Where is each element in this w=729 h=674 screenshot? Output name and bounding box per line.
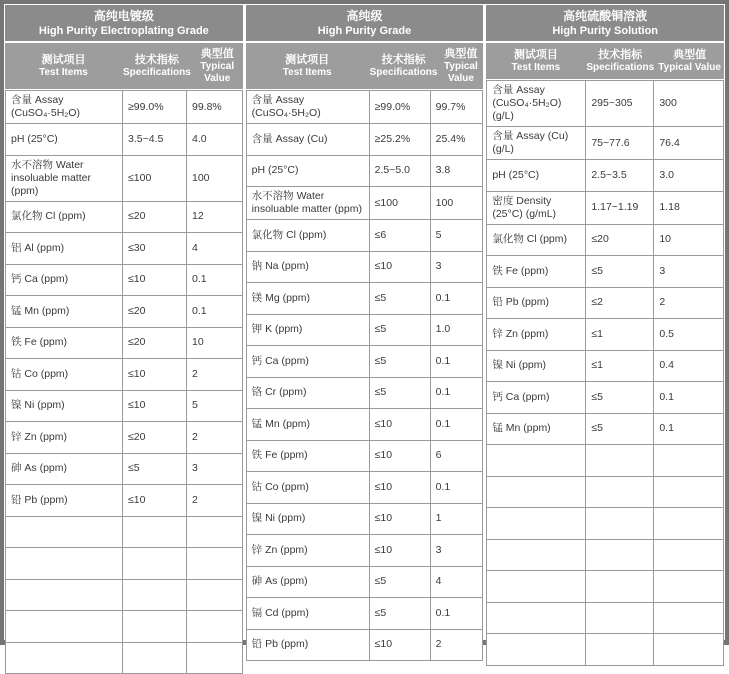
cell-typical-value	[654, 571, 723, 602]
cell-test-items	[487, 445, 586, 476]
column-header-en: Typical Value	[444, 61, 478, 84]
cell-typical-value	[187, 517, 242, 548]
cell-test-items: 氯化物 Cl (ppm)	[487, 225, 586, 256]
cell-specifications	[586, 571, 654, 602]
cell-test-items: 铁 Fe (ppm)	[6, 328, 123, 359]
cell-typical-value: 0.1	[659, 390, 674, 403]
table-row	[487, 540, 723, 572]
cell-typical-value: 2	[659, 296, 666, 309]
cell-specifications: ≤1	[586, 319, 654, 350]
cell-specifications	[586, 540, 654, 571]
table-row	[487, 319, 723, 351]
column-header-test-items	[486, 43, 585, 79]
cell-specifications: ≤10	[123, 265, 187, 296]
column-header-zh: 技术指标	[134, 54, 179, 66]
cell-specifications: ≤20	[123, 202, 187, 233]
column-header-en: Typical Value	[200, 61, 235, 84]
cell-typical-value: 5	[192, 399, 198, 412]
cell-test-items	[6, 643, 123, 674]
rows	[246, 90, 484, 661]
cell-specifications: ≤30	[123, 233, 187, 264]
cell-typical-value: 0.4	[659, 359, 674, 372]
column-header-specifications	[122, 43, 192, 89]
table-row	[487, 160, 723, 192]
cell-typical-value	[654, 603, 723, 634]
cell-typical-value: 3	[435, 543, 442, 556]
cell-specifications	[586, 477, 654, 508]
cell-typical-value: 4	[435, 575, 442, 588]
table-row	[6, 391, 242, 423]
cell-test-items: 铝 Al (ppm)	[6, 233, 123, 264]
cell-test-items	[6, 580, 123, 611]
column-header-zh: 测试项目	[285, 54, 330, 66]
cell-specifications: ≥25.2%	[370, 124, 431, 155]
group-title-en: High Purity Solution	[552, 25, 659, 37]
cell-specifications: ≤10	[370, 630, 431, 661]
column-header-en: Test Items	[511, 62, 561, 73]
cell-test-items: 镍 Ni (ppm)	[487, 351, 586, 382]
cell-specifications: 2.5~5.0	[370, 156, 431, 187]
cell-test-items: 钙 Ca (ppm)	[6, 265, 123, 296]
table-row	[6, 124, 242, 156]
cell-test-items: 氯化物 Cl (ppm)	[6, 202, 123, 233]
cell-specifications: ≤1	[586, 351, 654, 382]
cell-test-items: pH (25°C)	[247, 156, 370, 187]
table-row	[487, 225, 723, 257]
cell-typical-value: 0.5	[659, 327, 674, 340]
cell-typical-value: 12	[192, 210, 204, 223]
cell-specifications: ≤6	[370, 220, 431, 251]
cell-typical-value: 10	[192, 336, 204, 349]
cell-test-items: 镉 Cd (ppm)	[247, 598, 370, 629]
cell-specifications: 2.5~3.5	[586, 160, 654, 191]
cell-specifications: ≤5	[586, 256, 654, 287]
cell-specifications: ≤5	[370, 315, 431, 346]
table-row	[247, 567, 483, 599]
cell-typical-value: 0.1	[435, 291, 451, 304]
table-row	[247, 156, 483, 188]
cell-test-items: 钾 K (ppm)	[247, 315, 370, 346]
group-header	[486, 5, 724, 41]
cell-test-items: 水不溶物 Water insoluable matter (ppm)	[247, 187, 370, 219]
column-header-en: Specifications	[369, 67, 438, 78]
grade-groups	[5, 5, 724, 651]
cell-specifications: ≤10	[123, 359, 187, 390]
column-header-zh: 技术指标	[381, 54, 426, 66]
cell-typical-value: 0.1	[659, 422, 674, 435]
cell-specifications	[123, 643, 187, 674]
table-row	[487, 603, 723, 635]
cell-specifications: ≤5	[370, 378, 431, 409]
cell-test-items: 铬 Cr (ppm)	[247, 378, 370, 409]
cell-test-items: 镍 Ni (ppm)	[247, 504, 370, 535]
cell-specifications: ≤100	[123, 156, 187, 201]
cell-test-items: 铅 Pb (ppm)	[247, 630, 370, 661]
cell-specifications: ≥99.0%	[370, 91, 431, 123]
table-row	[247, 504, 483, 536]
cell-typical-value: 300	[659, 97, 677, 109]
cell-test-items: 锰 Mn (ppm)	[6, 296, 123, 327]
column-header-zh: 典型值	[673, 49, 707, 61]
cell-typical-value: 10	[659, 233, 672, 246]
column-header-test-items	[5, 43, 122, 89]
table-row	[487, 382, 723, 414]
cell-typical-value: 3	[659, 264, 666, 277]
cell-typical-value: 2	[192, 367, 198, 380]
column-header-typical-value	[438, 43, 483, 89]
table-row	[6, 517, 242, 549]
cell-specifications: 75~77.6	[586, 127, 654, 159]
table-row	[247, 91, 483, 124]
cell-specifications: ≤20	[123, 296, 187, 327]
cell-test-items: 镁 Mg (ppm)	[247, 283, 370, 314]
column-header-typical-value	[192, 43, 243, 89]
cell-specifications: ≤20	[586, 225, 654, 256]
column-header-zh: 典型值	[200, 48, 234, 60]
cell-test-items: 砷 As (ppm)	[6, 454, 123, 485]
cell-specifications: ≤10	[123, 391, 187, 422]
cell-typical-value	[654, 477, 723, 508]
cell-specifications: ≤10	[123, 485, 187, 516]
cell-specifications: ≥99.0%	[123, 91, 187, 123]
cell-specifications: 1.17~1.19	[586, 192, 654, 224]
table-row	[487, 508, 723, 540]
cell-test-items: 含量 Assay (CuSO₄·5H₂O)	[247, 91, 370, 123]
column-header-typical-value	[655, 43, 724, 79]
column-header-en: Test Items	[282, 67, 332, 78]
cell-test-items	[6, 548, 123, 579]
table-row	[247, 535, 483, 567]
cell-typical-value	[187, 643, 242, 674]
cell-typical-value: 2	[192, 493, 198, 506]
cell-specifications	[123, 580, 187, 611]
cell-specifications: ≤10	[370, 252, 431, 283]
column-headers	[486, 43, 724, 79]
table-row	[487, 571, 723, 603]
cell-specifications	[586, 508, 654, 539]
grade-group	[486, 5, 724, 639]
cell-specifications: ≤5	[123, 454, 187, 485]
cell-typical-value: 3	[192, 462, 198, 475]
cell-test-items: 锌 Zn (ppm)	[6, 422, 123, 453]
cell-test-items: 砷 As (ppm)	[247, 567, 370, 598]
cell-test-items: 铅 Pb (ppm)	[6, 485, 123, 516]
cell-test-items: 锌 Zn (ppm)	[247, 535, 370, 566]
table-row	[6, 156, 242, 202]
cell-typical-value: 4	[192, 241, 198, 254]
column-header-zh: 典型值	[444, 48, 478, 60]
group-title-zh: 高纯电镀级	[93, 9, 154, 23]
table-row	[247, 315, 483, 347]
table-row	[487, 477, 723, 509]
table-row	[247, 598, 483, 630]
rows	[486, 80, 724, 666]
group-title-en: High Purity Grade	[317, 25, 412, 37]
table-row	[6, 233, 242, 265]
table-row	[6, 548, 242, 580]
table-row	[6, 580, 242, 612]
cell-typical-value: 100	[435, 196, 454, 209]
cell-typical-value	[187, 548, 242, 579]
cell-typical-value: 99.7%	[435, 100, 466, 113]
group-header	[246, 5, 484, 41]
table-row	[487, 445, 723, 477]
cell-test-items: 锰 Mn (ppm)	[247, 409, 370, 440]
cell-typical-value: 0.1	[435, 354, 451, 367]
table-row	[6, 422, 242, 454]
table-row	[247, 441, 483, 473]
cell-typical-value: 3.8	[435, 164, 451, 177]
cell-typical-value: 1	[435, 512, 442, 525]
column-header-en: Specifications	[123, 67, 191, 78]
table-row	[487, 414, 723, 446]
cell-specifications: ≤10	[370, 535, 431, 566]
cell-test-items: 密度 Density (25°C) (g/mL)	[487, 192, 586, 224]
cell-typical-value: 1.18	[659, 201, 680, 213]
cell-test-items	[487, 540, 586, 571]
group-title-zh: 高纯级	[346, 9, 383, 23]
cell-test-items	[6, 517, 123, 548]
table-row	[6, 611, 242, 643]
cell-test-items: 含量 Assay (CuSO₄·5H₂O)	[6, 91, 123, 123]
table-row	[6, 202, 242, 234]
cell-typical-value: 5	[435, 228, 442, 241]
cell-typical-value: 0.1	[435, 386, 451, 399]
cell-typical-value: 100	[192, 171, 210, 184]
table-row	[247, 187, 483, 220]
table-row	[247, 252, 483, 284]
table-row	[487, 81, 723, 127]
table-row	[6, 265, 242, 297]
column-header-en: Typical Value	[658, 62, 721, 73]
column-headers	[246, 43, 484, 89]
cell-typical-value: 0.1	[192, 273, 207, 286]
cell-specifications	[123, 517, 187, 548]
table-row	[247, 630, 483, 661]
table-row	[6, 91, 242, 124]
cell-specifications: ≤10	[370, 504, 431, 535]
cell-specifications: ≤20	[123, 422, 187, 453]
cell-test-items	[487, 477, 586, 508]
cell-test-items: 钠 Na (ppm)	[247, 252, 370, 283]
cell-test-items	[487, 508, 586, 539]
cell-specifications: ≤5	[370, 567, 431, 598]
table-row	[487, 288, 723, 320]
column-header-en: Specifications	[586, 62, 655, 73]
table-row	[6, 643, 242, 674]
table-row	[247, 346, 483, 378]
table-row	[247, 220, 483, 252]
cell-test-items: pH (25°C)	[6, 124, 123, 155]
cell-specifications: ≤5	[586, 382, 654, 413]
cell-specifications	[586, 634, 654, 665]
column-header-specifications	[369, 43, 439, 89]
cell-specifications: ≤5	[586, 414, 654, 445]
cell-typical-value: 76.4	[659, 136, 680, 149]
column-header-en: Test Items	[39, 67, 88, 78]
table-row	[247, 409, 483, 441]
cell-specifications	[123, 548, 187, 579]
cell-typical-value: 0.1	[192, 304, 207, 317]
cell-typical-value: 1.0	[435, 323, 451, 336]
cell-typical-value: 0.1	[435, 480, 451, 493]
cell-typical-value: 2	[192, 430, 198, 443]
cell-specifications: ≤5	[370, 346, 431, 377]
cell-typical-value: 25.4%	[435, 132, 466, 145]
cell-specifications	[586, 445, 654, 476]
column-header-specifications	[585, 43, 655, 79]
cell-specifications: ≤10	[370, 472, 431, 503]
grade-group	[5, 5, 243, 639]
cell-specifications: ≤2	[586, 288, 654, 319]
cell-typical-value: 99.8%	[192, 100, 222, 113]
cell-typical-value	[654, 508, 723, 539]
cell-test-items: 镍 Ni (ppm)	[6, 391, 123, 422]
cell-typical-value	[187, 580, 242, 611]
cell-specifications: ≤10	[370, 409, 431, 440]
cell-specifications	[123, 611, 187, 642]
cell-test-items: 铁 Fe (ppm)	[247, 441, 370, 472]
cell-typical-value	[654, 540, 723, 571]
cell-typical-value: 3.0	[659, 168, 674, 181]
cell-specifications: 295~305	[586, 81, 654, 126]
table-row	[6, 296, 242, 328]
cell-specifications: ≤10	[370, 441, 431, 472]
cell-test-items: 锌 Zn (ppm)	[487, 319, 586, 350]
group-title-zh: 高纯硫酸铜溶液	[563, 9, 648, 23]
cell-typical-value: 6	[435, 449, 442, 462]
table-row	[487, 192, 723, 225]
cell-test-items: pH (25°C)	[487, 160, 586, 191]
cell-test-items: 钙 Ca (ppm)	[247, 346, 370, 377]
table-row	[247, 472, 483, 504]
cell-test-items: 含量 Assay (Cu) (g/L)	[487, 127, 586, 159]
table-row	[247, 378, 483, 410]
column-header-zh: 测试项目	[41, 54, 86, 66]
table-row	[247, 124, 483, 156]
cell-specifications: ≤5	[370, 598, 431, 629]
table-row	[6, 359, 242, 391]
cell-test-items	[487, 571, 586, 602]
cell-specifications: ≤5	[370, 283, 431, 314]
cell-typical-value	[654, 445, 723, 476]
cell-typical-value: 0.1	[435, 606, 451, 619]
cell-typical-value: 2	[435, 638, 442, 651]
table-row	[487, 127, 723, 160]
cell-specifications	[586, 603, 654, 634]
cell-test-items: 含量 Assay (CuSO₄·5H₂O) (g/L)	[487, 81, 586, 126]
cell-test-items: 氯化物 Cl (ppm)	[247, 220, 370, 251]
table-row	[487, 256, 723, 288]
cell-typical-value: 3	[435, 260, 442, 273]
table-row	[6, 328, 242, 360]
column-header-zh: 测试项目	[513, 49, 558, 61]
group-title-en: High Purity Electroplating Grade	[38, 25, 209, 37]
grade-group	[246, 5, 484, 651]
cell-test-items	[487, 634, 586, 665]
cell-test-items	[6, 611, 123, 642]
group-header	[5, 5, 243, 41]
cell-test-items	[487, 603, 586, 634]
cell-test-items: 钴 Co (ppm)	[6, 359, 123, 390]
cell-typical-value: 4.0	[192, 132, 207, 145]
cell-test-items: 钙 Ca (ppm)	[487, 382, 586, 413]
table-row	[487, 634, 723, 665]
table-row	[6, 485, 242, 517]
cell-test-items: 铅 Pb (ppm)	[487, 288, 586, 319]
cell-specifications: ≤20	[123, 328, 187, 359]
cell-typical-value	[654, 634, 723, 665]
cell-typical-value: 0.1	[435, 417, 451, 430]
cell-test-items: 含量 Assay (Cu)	[247, 124, 370, 155]
column-header-test-items	[246, 43, 369, 89]
table-row	[247, 283, 483, 315]
cell-specifications: 3.5~4.5	[123, 124, 187, 155]
cell-typical-value	[187, 611, 242, 642]
cell-test-items: 钴 Co (ppm)	[247, 472, 370, 503]
cell-test-items: 水不溶物 Water insoluable matter (ppm)	[6, 156, 123, 201]
cell-test-items: 锰 Mn (ppm)	[487, 414, 586, 445]
rows	[5, 90, 243, 674]
column-headers	[5, 43, 243, 89]
table-row	[6, 454, 242, 486]
cell-specifications: ≤100	[370, 187, 431, 219]
table-row	[487, 351, 723, 383]
cell-test-items: 铁 Fe (ppm)	[487, 256, 586, 287]
column-header-zh: 技术指标	[598, 49, 643, 61]
